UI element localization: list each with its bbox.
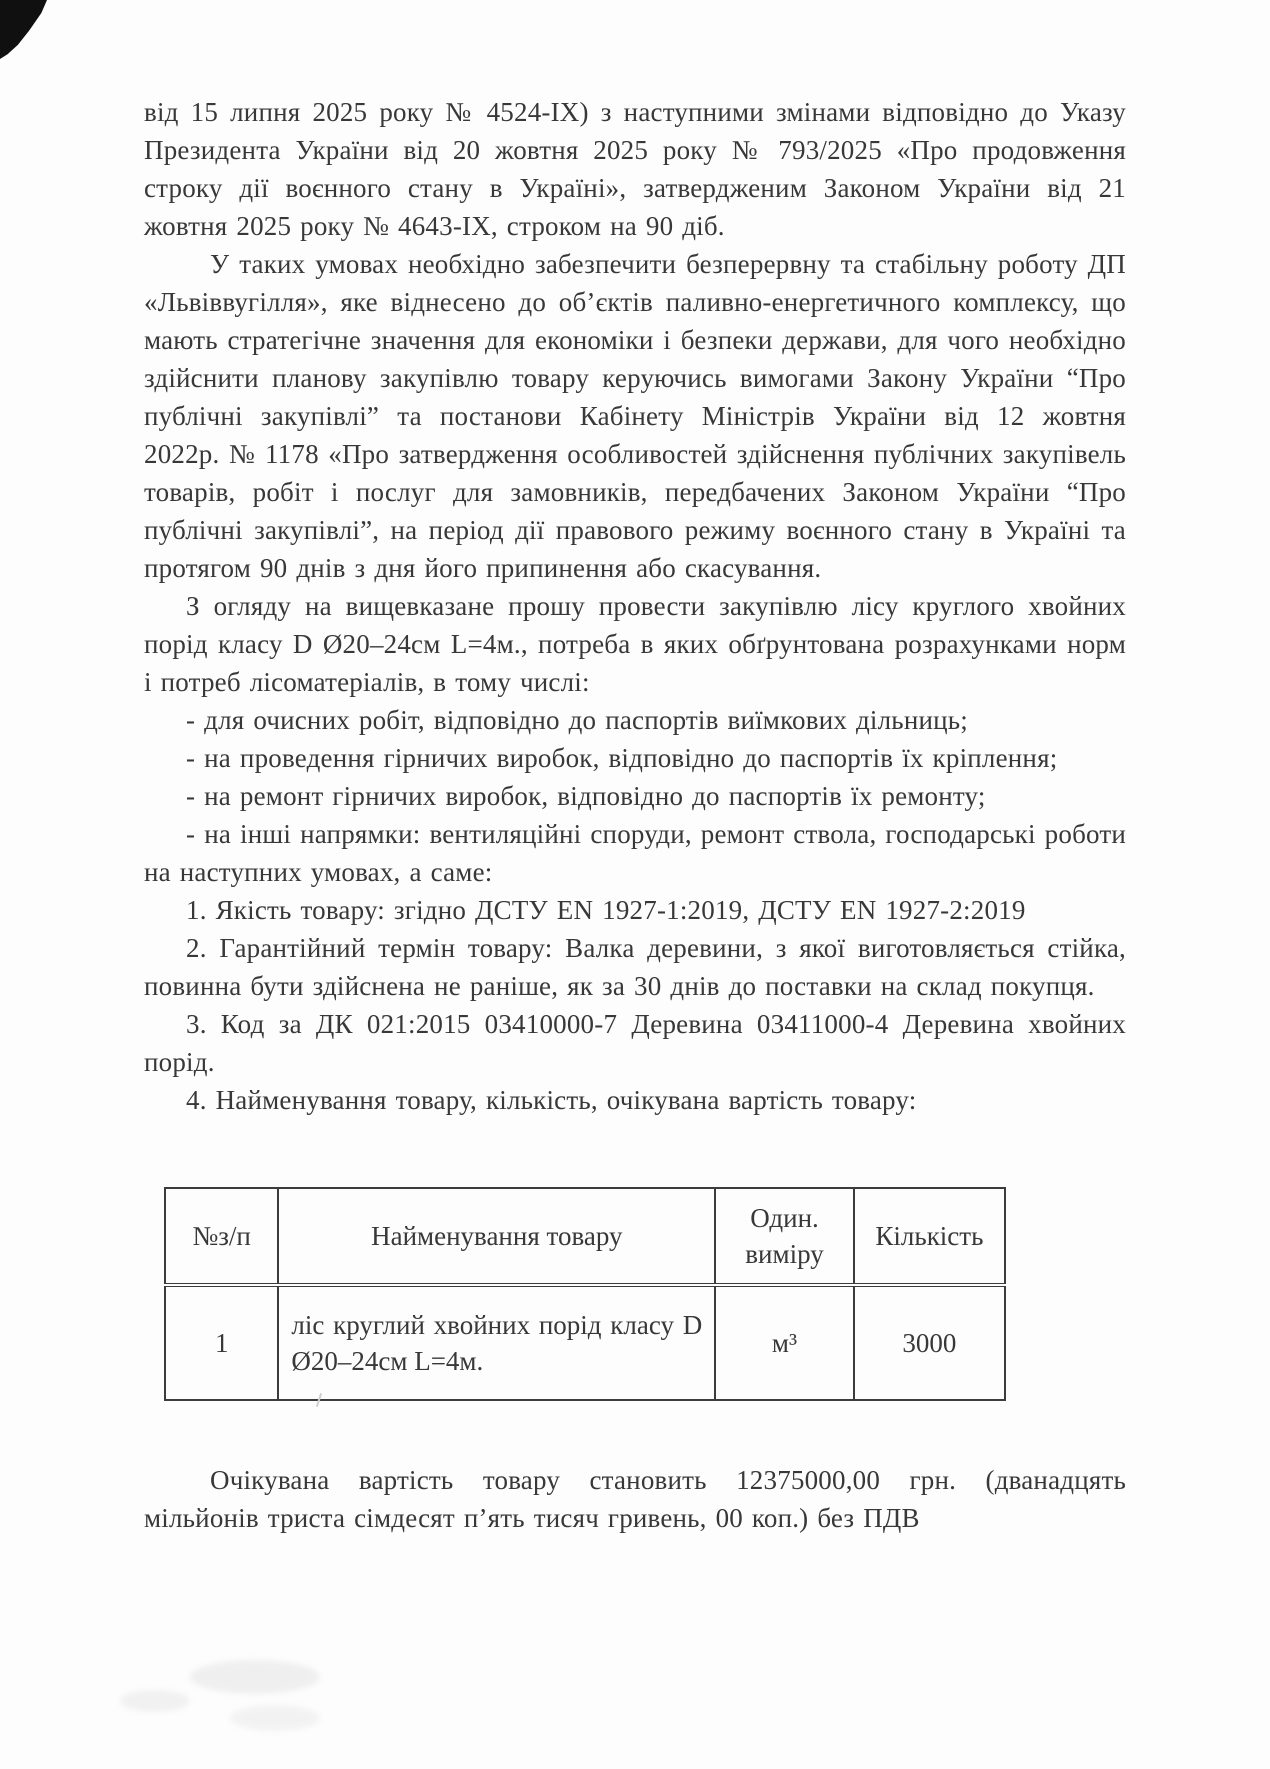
item-quality: 1. Якість товару: згідно ДСТУ EN 1927-1:2019, ДСТУ EN 1927-2:2019 [186,895,1026,925]
item-warranty: 2. Гарантійний термін товару: Валка деревини, з якої виготовляється стійка, повинна бути здійснена не раніше, як за 30 днів до поставки на склад покупця. [144,933,1126,1001]
goods-table-row [165,1285,1005,1400]
document-content [144,93,1126,1537]
header-goods-name: Найменування товару [278,1188,715,1285]
cell-quantity: 3000 [854,1285,1005,1400]
cell-unit: м³ [715,1285,854,1400]
item-goods-intro: 4. Найменування товару, кількість, очікувана вартість товару: [186,1085,917,1115]
list-item-mining-works: - на проведення гірничих виробок, відповідно до паспортів їх кріплення; [186,743,1058,773]
paragraph-request: З огляду на вищевказане прошу провести закупівлю лісу круглого хвойних порід класу D Ø20–24см L=4м., потреба в яких обґрунтована розрахунками норм і потреб лісоматеріалів, в тому числі: [144,591,1126,697]
scan-smudge-artifact [190,1660,320,1694]
paragraph-enterprise: У таких умовах необхідно забезпечити безперервну та стабільну роботу ДП «Львіввугілля», яке віднесено до об’єктів паливно-енергетичного комплексу, що мають стратегічне значення для економіки і безпеки держави, для чого необхідно здійснити планову закупівлю товару керуючись вимогами Закону України “Про публічні закупівлі” та постанови Кабінету Міністрів України від 12 жовтня 2022р. № 1178 «Про затвердження особливостей здійснення публічних закупівель товарів, робіт і послуг для замовників, передбачених Законом України “Про публічні закупівлі”, на період дії правового режиму воєнного стану в Україні та протягом 90 днів з дня його припинення або скасування. [144,249,1126,583]
header-row-number: №з/п [165,1188,278,1285]
header-quantity: Кількість [854,1188,1005,1285]
cell-row-number: 1 [165,1285,278,1400]
scan-smudge-artifact [120,1690,190,1712]
scan-smudge-artifact [230,1705,320,1731]
scan-corner-artifact [0,0,47,59]
closing-expected-cost: Очікувана вартість товару становить 12375000,00 грн. (дванадцять мільйонів триста сімдесят п’ять тисяч гривень, 00 коп.) без ПДВ [144,1465,1126,1533]
item-dk-code: 3. Код за ДК 021:2015 03410000-7 Деревина 03411000-4 Деревина хвойних порід. [144,1009,1126,1077]
list-item-repair-works: - на ремонт гірничих виробок, відповідно до паспортів їх ремонту; [186,781,986,811]
header-unit: Один. виміру [715,1188,854,1285]
cell-goods-name: ліс круглий хвойних порід класу D Ø20–24см L=4м. [278,1285,715,1400]
goods-table-header-row [165,1188,1005,1285]
list-item-cleaning-works: - для очисних робіт, відповідно до паспортів виїмкових дільниць; [186,705,968,735]
paragraph-legal-basis: від 15 липня 2025 року № 4524-ІХ) з наступними змінами відповідно до Указу Президента України від 20 жовтня 2025 року № 793/2025 «Про продовження строку дії воєнного стану в Україні», затвердженим Законом України від 21 жовтня 2025 року № 4643-ІХ, строком на 90 діб. [144,97,1126,241]
goods-table [164,1187,1006,1401]
list-item-other-directions: - на інші напрямки: вентиляційні споруди, ремонт ствола, господарські роботи на наступних умовах, а саме: [144,819,1126,887]
